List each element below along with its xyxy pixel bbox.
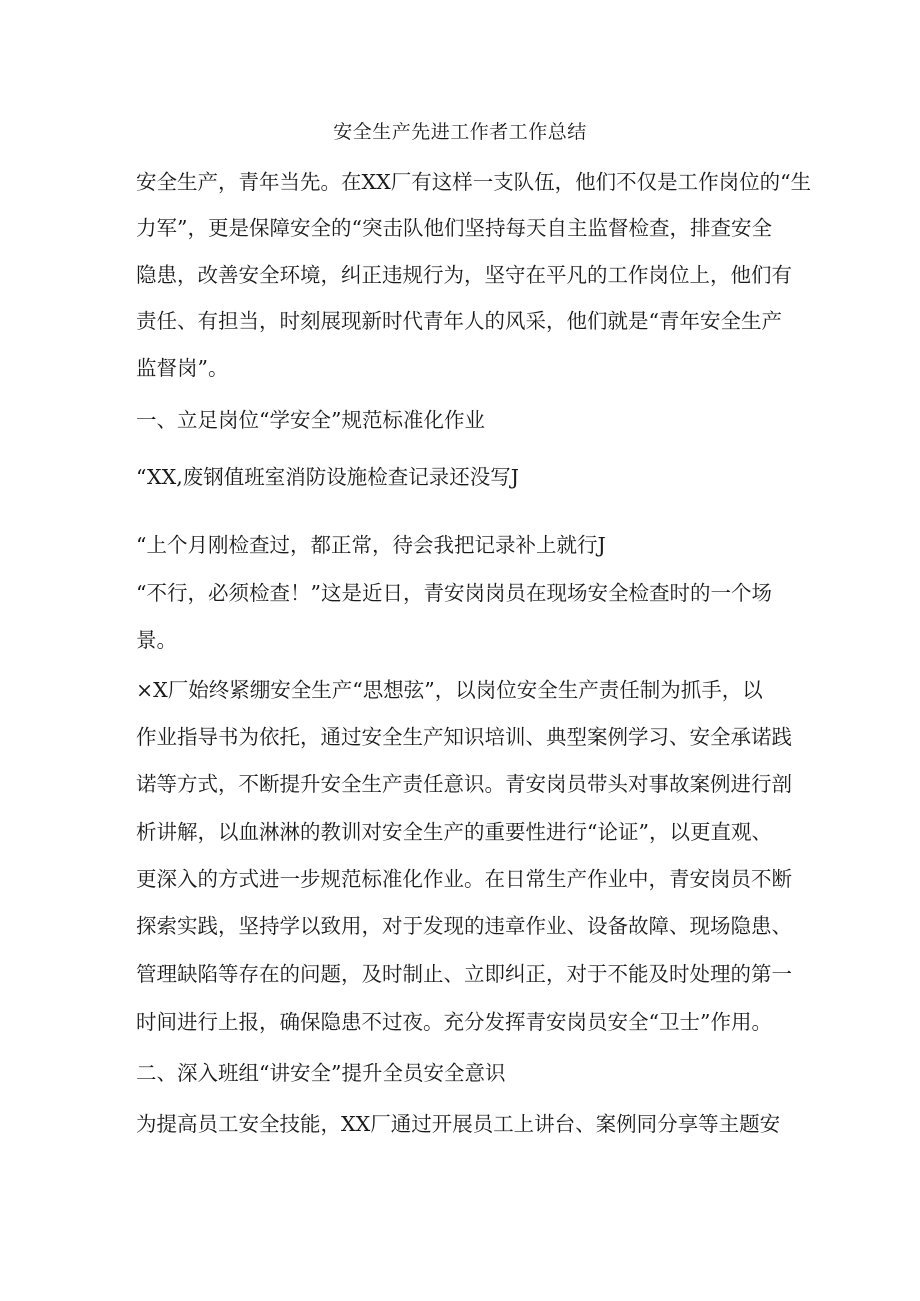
paragraph-line: 探索实践，坚持学以致用，对于发现的违章作业、设备故障、现场隐患、 [136, 914, 792, 938]
section-heading: 二、深入班组“讲安全”提升全员安全意识 [136, 1061, 506, 1085]
paragraph-line: 景。 [136, 628, 177, 652]
paragraph-line: 管理缺陷等存在的问题，及时制止、立即纠正，对于不能及时处理的第一 [136, 962, 792, 986]
paragraph-line: ×X厂始终紧绷安全生产“思想弦”，以岗位安全生产责任制为抓手，以 [136, 678, 763, 702]
paragraph-line: 诺等方式，不断提升安全生产责任意识。青安岗员带头对事故案例进行剖 [136, 772, 792, 796]
paragraph-line: 析讲解，以血淋淋的教训对安全生产的重要性进行“论证”，以更直观、 [136, 820, 772, 844]
document-title: 安全生产先进工作者工作总结 [333, 121, 587, 143]
paragraph-line: 监督岗”。 [136, 356, 229, 380]
paragraph-line: 隐患，改善安全环境，纠正违规行为，坚守在平凡的工作岗位上，他们有 [136, 263, 792, 287]
paragraph-line: 更深入的方式进一步规范标准化作业。在日常生产作业中，青安岗员不断 [136, 867, 792, 891]
dialogue-line: “XX,废钢值班室消防设施检查记录还没写J [136, 465, 519, 489]
section-heading: 一、立足岗位“学安全”规范标准化作业 [136, 408, 485, 432]
paragraph-line: 责任、有担当，时刻展现新时代青年人的风采，他们就是“青年安全生产 [136, 309, 782, 333]
paragraph-line: 作业指导书为依托，通过安全生产知识培训、典型案例学习、安全承诺践 [136, 725, 792, 749]
paragraph-line: 时间进行上报，确保隐患不过夜。充分发挥青安岗员安全“卫士”作用。 [136, 1010, 772, 1034]
paragraph-line: 安全生产，青年当先。在XX厂有这样一支队伍，他们不仅是工作岗位的“生 [136, 170, 812, 194]
paragraph-line: 为提高员工安全技能，XX厂通过开展员工上讲台、案例同分享等主题安 [136, 1112, 781, 1136]
paragraph-line: 力军”，更是保障安全的“突击队他们坚持每天自主监督检查，排查安全 [136, 216, 772, 240]
dialogue-line: “上个月刚检查过，都正常，待会我把记录补上就行J [136, 533, 606, 557]
paragraph-line: “不行，必须检查！”这是近日，青安岗岗员在现场安全检查时的一个场 [136, 581, 772, 605]
